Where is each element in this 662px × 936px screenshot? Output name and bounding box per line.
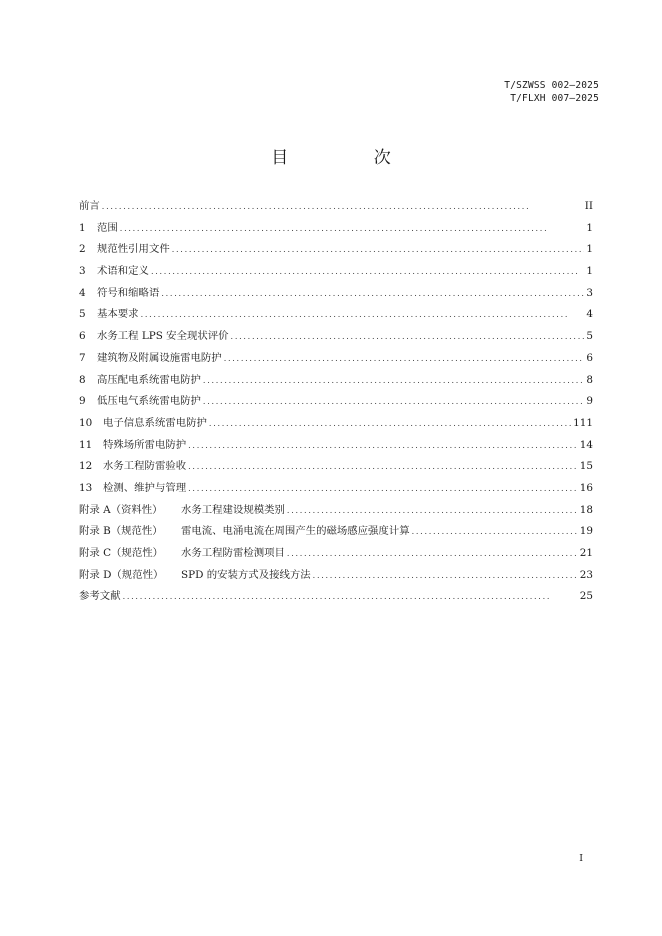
toc-entry-number: 8 (79, 373, 86, 386)
toc-dot-leader (287, 500, 578, 522)
toc-entry[interactable] (79, 543, 593, 565)
toc-dot-leader (203, 370, 584, 392)
toc-entry-title: SPD 的安装方式及接线方法 (181, 568, 311, 581)
toc-entry-title: 术语和定义 (97, 265, 149, 278)
toc-dot-leader (209, 413, 571, 435)
toc-entry-title: 基本要求 (97, 308, 139, 321)
toc-entry[interactable] (79, 283, 593, 305)
toc-entry-page: 23 (579, 568, 593, 581)
toc-entry[interactable] (79, 391, 593, 413)
toc-entry-title: 雷电流、电涌电流在周围产生的磁场感应强度计算 (181, 525, 410, 538)
toc-dot-leader (120, 218, 585, 240)
toc-entry-number: 9 (79, 395, 86, 408)
toc-entry-title: 低压电气系统雷电防护 (97, 395, 201, 408)
toc-entry[interactable] (79, 565, 593, 587)
toc-entry-title: 高压配电系统雷电防护 (97, 373, 201, 386)
toc-entry-title: 建筑物及附属设施雷电防护 (97, 351, 222, 364)
toc-entry-number: 3 (79, 265, 86, 278)
toc-entry[interactable] (79, 586, 593, 608)
toc-entry[interactable] (79, 456, 593, 478)
toc-entry-page: 5 (586, 330, 593, 343)
toc-entry-page: 9 (586, 395, 593, 408)
table-of-contents (79, 196, 593, 608)
toc-dot-leader (123, 586, 578, 608)
toc-entry-title: 水务工程防雷检测项目 (181, 547, 285, 559)
standard-code: T/FLXH 007—2025 (510, 93, 599, 104)
toc-dot-leader (172, 239, 585, 261)
toc-entry-page: 15 (579, 460, 593, 473)
toc-entry[interactable] (79, 326, 593, 348)
toc-entry-page: 3 (586, 286, 593, 299)
toc-entry-number: 11 (79, 438, 93, 451)
toc-entry-number: 附录 C（规范性） (79, 547, 163, 559)
toc-entry[interactable] (79, 218, 593, 240)
toc-entry-page: 1 (586, 265, 593, 278)
toc-entry-title: 水务工程防雷验收 (103, 460, 187, 473)
toc-dot-leader (188, 435, 578, 457)
toc-entry[interactable] (79, 239, 593, 261)
toc-entry[interactable] (79, 500, 593, 522)
toc-entry-title: 水务工程 LPS 安全现状评价 (97, 330, 229, 343)
toc-entry-number: 13 (79, 481, 93, 494)
toc-dot-leader (161, 283, 584, 305)
toc-entry[interactable] (79, 304, 593, 326)
toc-entry-title: 特殊场所雷电防护 (103, 438, 187, 451)
toc-entry[interactable] (79, 261, 593, 283)
toc-dot-leader (151, 261, 584, 283)
toc-dot-leader (102, 196, 583, 218)
toc-entry-number: 10 (79, 416, 93, 429)
toc-entry[interactable] (79, 348, 593, 370)
toc-entry-title: 前言 (79, 200, 100, 212)
toc-entry-number: 6 (79, 330, 86, 343)
toc-entry-page: 1 (586, 221, 593, 234)
toc-entry-title: 范围 (97, 221, 118, 234)
toc-entry[interactable] (79, 370, 593, 392)
toc-entry-number: 7 (79, 351, 86, 364)
toc-entry[interactable] (79, 196, 593, 218)
toc-entry-number: 1 (79, 221, 86, 234)
toc-entry-title: 参考文献 (79, 590, 121, 603)
toc-entry-number: 附录 B（规范性） (79, 525, 163, 538)
toc-entry-title: 电子信息系统雷电防护 (103, 416, 207, 429)
toc-entry-page: 8 (586, 373, 593, 386)
toc-entry-number: 12 (79, 460, 93, 473)
toc-dot-leader (188, 456, 578, 478)
standard-code: T/SZWSS 002—2025 (504, 80, 599, 91)
toc-entry-page: 21 (579, 547, 593, 559)
toc-entry-page: 1 (586, 243, 593, 256)
toc-entry[interactable] (79, 521, 593, 543)
toc-dot-leader (313, 565, 578, 587)
toc-entry-page: 4 (586, 308, 593, 321)
toc-entry[interactable] (79, 435, 593, 457)
toc-entry-page: 25 (579, 590, 593, 603)
toc-dot-leader (141, 304, 585, 326)
toc-dot-leader (412, 521, 578, 543)
toc-entry-page: 111 (573, 416, 593, 429)
toc-entry-number: 附录 D（规范性） (79, 568, 164, 581)
toc-dot-leader (287, 543, 578, 565)
toc-entry[interactable] (79, 478, 593, 500)
toc-title: 目 次 (271, 148, 431, 168)
toc-entry-page: 14 (579, 438, 593, 451)
toc-dot-leader (188, 478, 578, 500)
toc-entry-title: 规范性引用文件 (97, 243, 170, 256)
toc-dot-leader (224, 348, 585, 370)
toc-entry-number: 2 (79, 243, 86, 256)
toc-entry-page: 6 (586, 351, 593, 364)
page-number: I (579, 853, 583, 864)
toc-entry-title: 水务工程建设规模类别 (181, 503, 285, 516)
standard-codes (504, 79, 599, 105)
toc-entry-page: 18 (579, 503, 593, 516)
toc-entry[interactable] (79, 413, 593, 435)
toc-entry-title: 检测、维护与管理 (103, 481, 187, 494)
toc-entry-number: 5 (79, 308, 86, 321)
toc-entry-number: 4 (79, 286, 86, 299)
toc-entry-page: 19 (579, 525, 593, 538)
toc-entry-title: 符号和缩略语 (97, 286, 160, 299)
toc-entry-page: II (584, 200, 593, 212)
toc-dot-leader (231, 326, 585, 348)
toc-entry-page: 16 (579, 481, 593, 494)
toc-entry-number: 附录 A（资料性） (79, 503, 163, 516)
toc-dot-leader (203, 391, 584, 413)
